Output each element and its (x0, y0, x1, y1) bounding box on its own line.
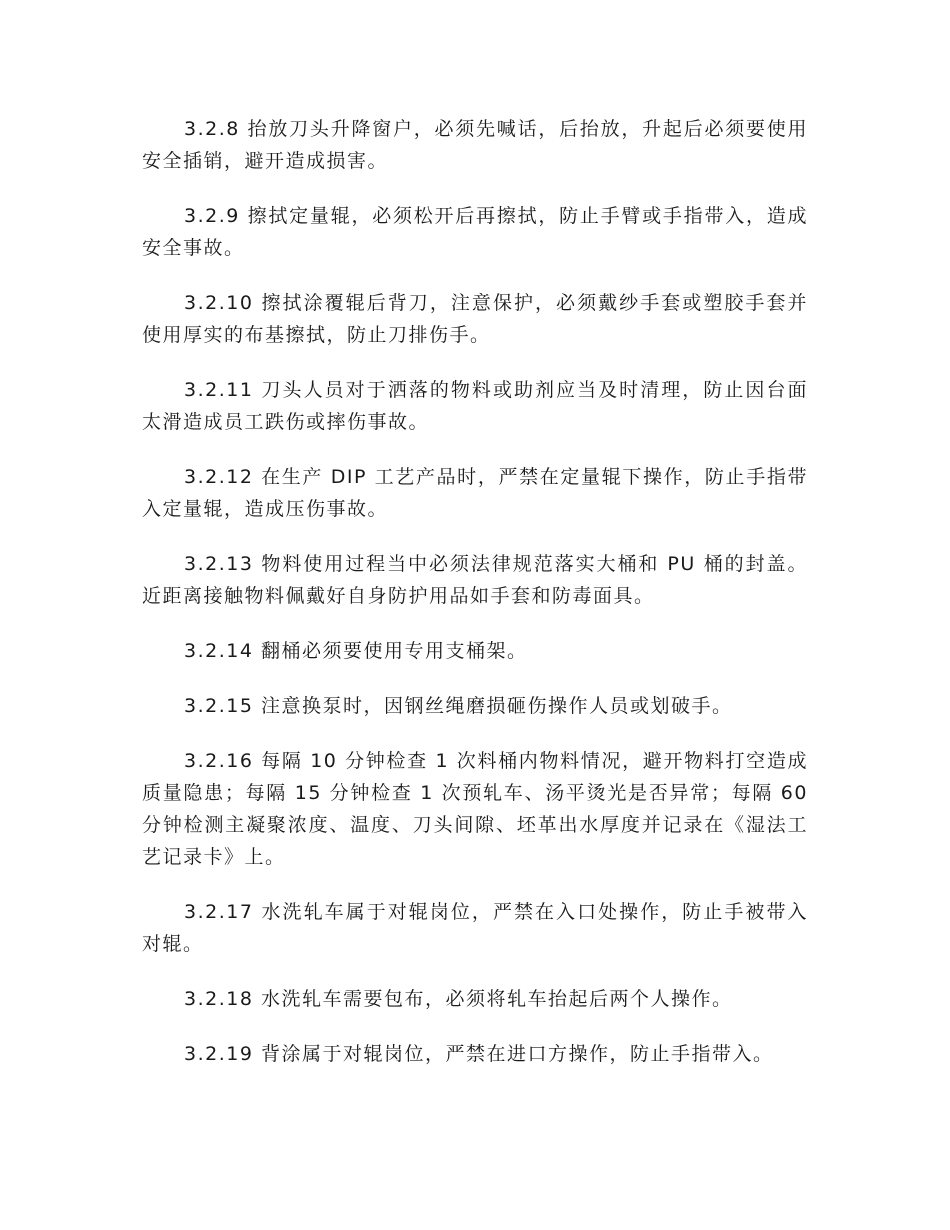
paragraph-3-2-16: 3.2.16 每隔 10 分钟检查 1 次料桶内物料情况，避开物料打空造成质量隐患；每隔 15 分钟检查 1 次预轧车、汤平烫光是否异常；每隔 60 分钟检测主凝聚浓度、温度、刀头间隙、坯革出水厚度并记录在《湿法工艺记录卡》上。 (142, 750, 808, 868)
paragraph-3-2-17: 3.2.17 水洗轧车属于对辊岗位，严禁在入口处操作，防止手被带入对辊。 (142, 901, 808, 955)
paragraph-3-2-12: 3.2.12 在生产 DIP 工艺产品时，严禁在定量辊下操作，防止手指带入定量辊，造成压伤事故。 (142, 466, 808, 520)
paragraph-3-2-8: 3.2.8 抬放刀头升降窗户，必须先喊话，后抬放，升起后必须要使用安全插销，避开造成损害。 (142, 118, 808, 172)
paragraph-3-2-11: 3.2.11 刀头人员对于洒落的物料或助剂应当及时清理，防止因台面太滑造成员工跌伤或摔伤事故。 (142, 379, 808, 433)
paragraph-3-2-15: 3.2.15 注意换泵时，因钢丝绳磨损砸伤操作人员或划破手。 (184, 695, 733, 717)
document-body (142, 113, 808, 1093)
paragraph-3-2-19: 3.2.19 背涂属于对辊岗位，严禁在进口方操作，防止手指带入。 (184, 1043, 774, 1065)
paragraph-3-2-13: 3.2.13 物料使用过程当中必须法律规范落实大桶和 PU 桶的封盖。近距离接触物料佩戴好自身防护用品如手套和防毒面具。 (142, 553, 808, 607)
paragraph-3-2-14: 3.2.14 翻桶必须要使用专用支桶架。 (184, 640, 528, 662)
paragraph-3-2-9: 3.2.9 擦拭定量辊，必须松开后再擦拭，防止手臂或手指带入，造成安全事故。 (142, 205, 808, 259)
paragraph-3-2-18: 3.2.18 水洗轧车需要包布，必须将轧车抬起后两个人操作。 (184, 988, 733, 1010)
paragraph-3-2-10: 3.2.10 擦拭涂覆辊后背刀，注意保护，必须戴纱手套或塑胶手套并使用厚实的布基擦拭，防止刀排伤手。 (142, 292, 808, 346)
